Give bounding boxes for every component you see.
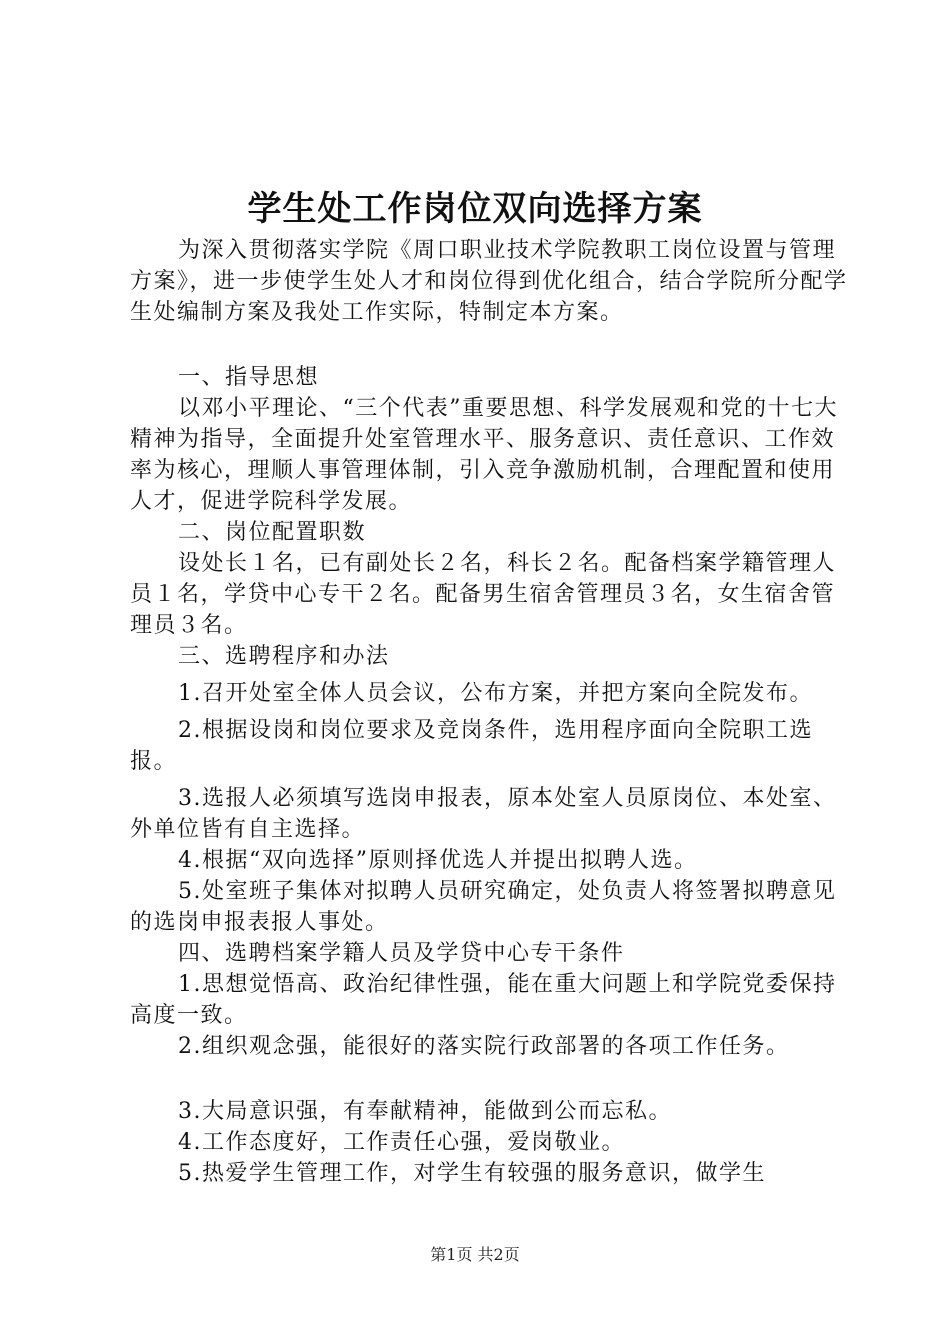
section-3-item-4: 4.根据“双向选择”原则择优选人并提出拟聘人选。 [178,848,698,873]
section-4-item-4: 4.工作态度好，工作责任心强，爱岗敬业。 [178,1130,625,1155]
section-3-item-1: 1.召开处室全体人员会议，公布方案，并把方案向全院发布。 [178,681,813,706]
section-3-item-3: 3.选报人必须填写选岗申报表，原本处室人员原岗位、本处室、外单位皆有自主选择。 [130,786,837,842]
section-2-heading: 二、岗位配置职数 [178,520,367,545]
section-3-item-2: 2.根据设岗和岗位要求及竞岗条件，选用程序面向全院职工选报。 [130,718,813,774]
section-4-item-2: 2.组织观念强，能很好的落实院行政部署的各项工作任务。 [178,1034,790,1059]
section-1-body: 以邓小平理论、“三个代表”重要思想、科学发展观和党的十七大精神为指导，全面提升处室管理水平、服务意识、责任意识、工作效率为核心，理顺人事管理体制，引入竞争激励机制，合理配置和使用人才，促进学院科学发展。 [130,396,838,514]
section-3-heading: 三、选聘程序和办法 [178,644,390,669]
section-4-item-5: 5.热爱学生管理工作，对学生有较强的服务意识，做学生 [178,1161,766,1186]
section-2-body: 设处长１名，已有副处长２名，科长２名。配备档案学籍管理人员１名，学贷中心专干２名。配备男生宿舍管理员３名，女生宿舍管理员３名。 [130,551,837,638]
section-4-item-3: 3.大局意识强，有奉献精神，能做到公而忘私。 [178,1099,672,1124]
section-4-item-1: 1.思想觉悟高、政治纪律性强，能在重大问题上和学院党委保持高度一致。 [130,972,837,1028]
section-3-item-5: 5.处室班子集体对拟聘人员研究确定，处负责人将签署拟聘意见的选岗申报表报人事处。 [130,879,837,935]
document-body [130,235,850,1189]
page-footer: 第1页 共2页 [430,1245,520,1264]
section-4-heading: 四、选聘档案学籍人员及学贷中心专干条件 [178,941,625,966]
section-1-heading: 一、指导思想 [178,365,320,390]
document-title: 学生处工作岗位双向选择方案 [247,189,703,229]
intro-paragraph: 为深入贯彻落实学院《周口职业技术学院教职工岗位设置与管理方案》，进一步使学生处人才和岗位得到优化组合，结合学院所分配学生处编制方案及我处工作实际，特制定本方案。 [130,238,848,325]
